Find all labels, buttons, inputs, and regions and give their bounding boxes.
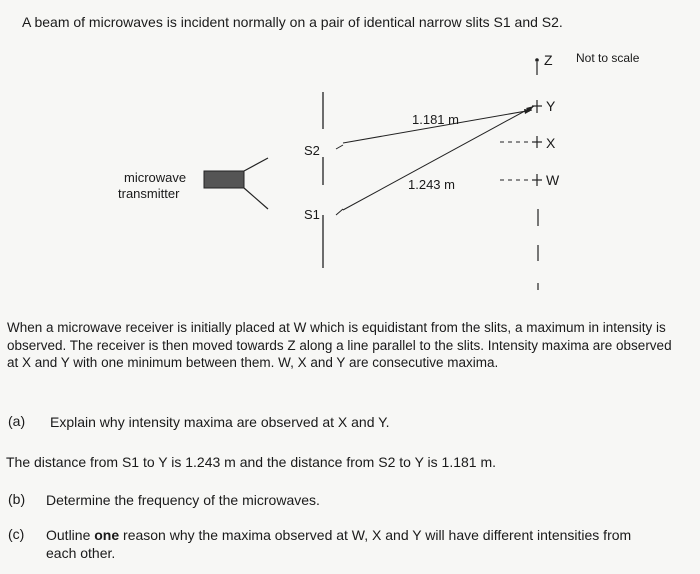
- distance-statement: The distance from S1 to Y is 1.243 m and the distance from S2 to Y is 1.181 m.: [6, 454, 497, 470]
- question-a-text: Explain why intensity maxima are observed at X and Y.: [50, 414, 390, 430]
- question-a-letter: (a): [8, 413, 26, 429]
- distance-s2-y-label: 1.181 m: [412, 112, 459, 127]
- transmitter-horn-bottom: [244, 188, 268, 209]
- transmitter-label-line1: microwave: [124, 170, 187, 185]
- question-b-letter: (b): [8, 491, 26, 507]
- point-z-marker: [535, 58, 539, 62]
- label-z: Z: [544, 52, 553, 68]
- label-x: X: [546, 135, 556, 151]
- label-w: W: [546, 172, 560, 188]
- question-c-text: [46, 526, 636, 562]
- question-c-text-after: reason why the maxima observed at W, X and Y will have different intensities from each other.: [46, 527, 632, 561]
- transmitter-horn-top: [244, 158, 268, 171]
- label-s1: S1: [304, 207, 320, 222]
- s2-pointer: [336, 145, 343, 149]
- question-c-emphasis: one: [94, 527, 120, 543]
- question-c-text-before: Outline: [46, 527, 95, 543]
- label-y: Y: [546, 98, 556, 114]
- transmitter-box: [204, 171, 244, 188]
- distance-s1-y-label: 1.243 m: [408, 177, 455, 192]
- intro-text: A beam of microwaves is incident normally on a pair of identical narrow slits S1 and S2.: [22, 14, 563, 30]
- scenario-paragraph: When a microwave receiver is initially placed at W which is equidistant from the slits, a maximum in intensity is observed. The receiver is then moved towards Z along a line parallel to the slits. Intensity maxima are observed at X and Y with one minimum between them. W, X and Y are consecutive maxima.: [7, 320, 672, 370]
- transmitter-label-line2: transmitter: [118, 186, 180, 201]
- not-to-scale-label: Not to scale: [576, 51, 640, 65]
- question-b-text: Determine the frequency of the microwaves.: [46, 492, 320, 508]
- question-c-letter: (c): [8, 526, 25, 542]
- s1-pointer: [336, 209, 343, 215]
- label-s2: S2: [304, 143, 320, 158]
